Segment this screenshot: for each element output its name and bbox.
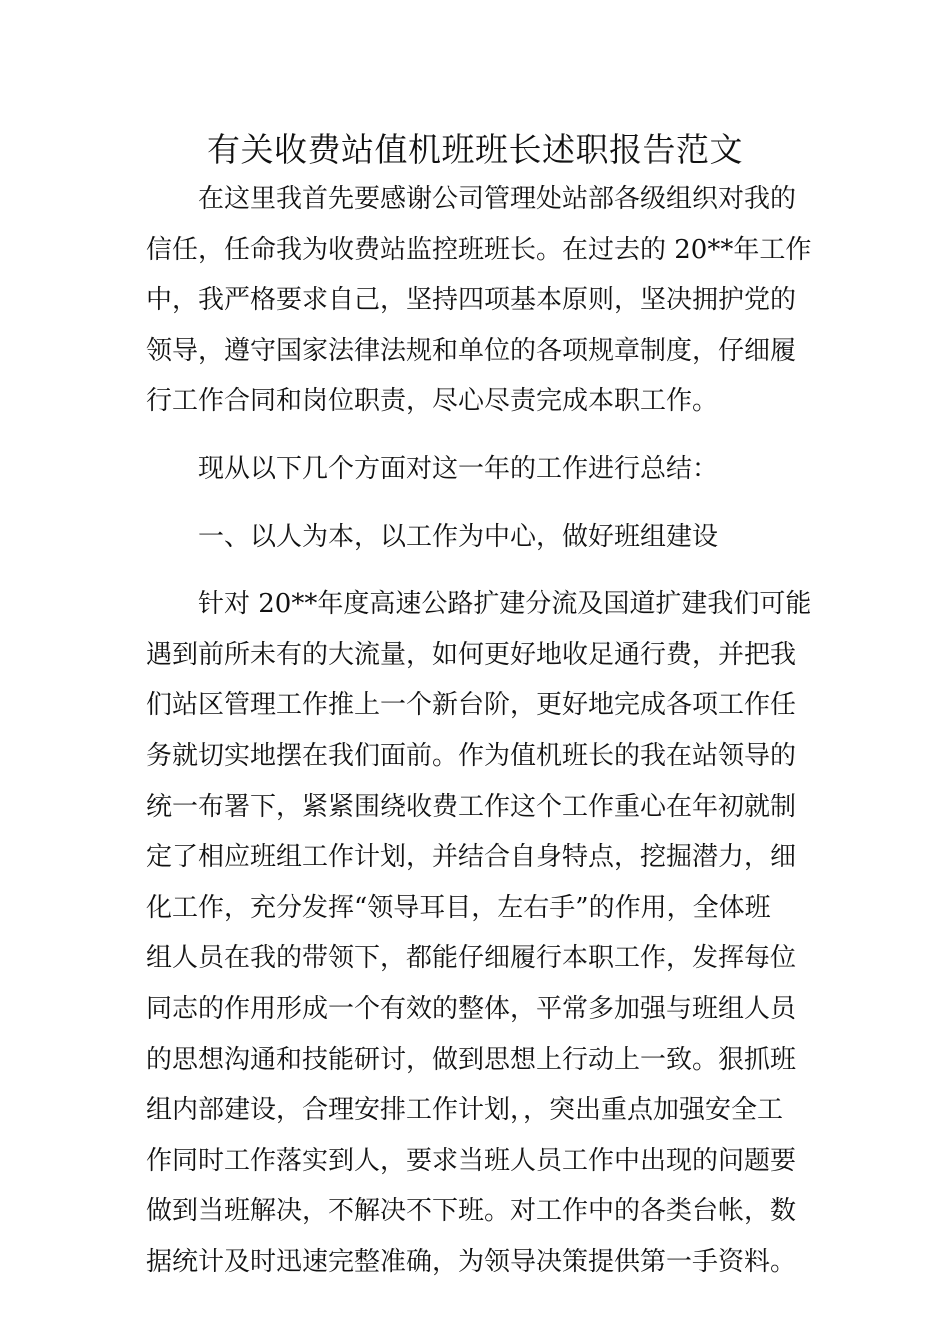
paragraph-line: 中，我严格要求自己，坚持四项基本原则，坚决拥护党的 <box>146 285 797 316</box>
paragraph-line: 遇到前所未有的大流量，如何更好地收足通行费，并把我 <box>146 639 797 670</box>
paragraph-line: 统一布署下，紧紧围绕收费工作这个工作重心在年初就制 <box>146 791 797 822</box>
paragraph-line: 做到当班解决，不解决不下班。对工作中的各类台帐，数 <box>146 1196 797 1227</box>
paragraph-line: 针对 20**年度高速公路扩建分流及国道扩建我们可能 <box>198 589 812 620</box>
paragraph-line: 同志的作用形成一个有效的整体，平常多加强与班组人员 <box>146 993 797 1024</box>
paragraph-line: 化工作，充分发挥“领导耳目，左右手”的作用，全体班 <box>146 892 771 923</box>
paragraph-line: 的思想沟通和技能研讨，做到思想上行动上一致。狠抓班 <box>146 1044 797 1075</box>
paragraph-line: 据统计及时迅速完整准确，为领导决策提供第一手资料。 <box>146 1246 797 1277</box>
paragraph-line: 领导，遵守国家法律法规和单位的各项规章制度，仔细履 <box>146 335 797 366</box>
paragraph-line: 定了相应班组工作计划，并结合自身特点，挖掘潜力，细 <box>146 842 797 873</box>
paragraph-line: 组内部建设，合理安排工作计划，，突出重点加强安全工 <box>146 1095 784 1126</box>
paragraph-line: 组人员在我的带领下，都能仔细履行本职工作，发挥每位 <box>146 943 797 974</box>
paragraph-line: 在这里我首先要感谢公司管理处站部各级组织对我的 <box>198 184 797 214</box>
paragraph-line: 现从以下几个方面对这一年的工作进行总结： <box>198 453 719 484</box>
paragraph-line: 们站区管理工作推上一个新台阶，更好地完成各项工作任 <box>146 690 797 721</box>
document-body <box>146 174 812 1287</box>
paragraph-line: 信任，任命我为收费站监控班班长。在过去的 20**年工作 <box>146 234 812 265</box>
document-title: 有关收费站值机班班长述职报告范文 <box>207 130 743 169</box>
paragraph-line: 务就切实地摆在我们面前。作为值机班长的我在站领导的 <box>146 740 797 771</box>
paragraph-line: 作同时工作落实到人，要求当班人员工作中出现的问题要 <box>146 1145 797 1176</box>
paragraph-line: 行工作合同和岗位职责，尽心尽责完成本职工作。 <box>146 386 719 417</box>
section-heading: 一、以人为本，以工作为中心，做好班组建设 <box>198 521 719 552</box>
